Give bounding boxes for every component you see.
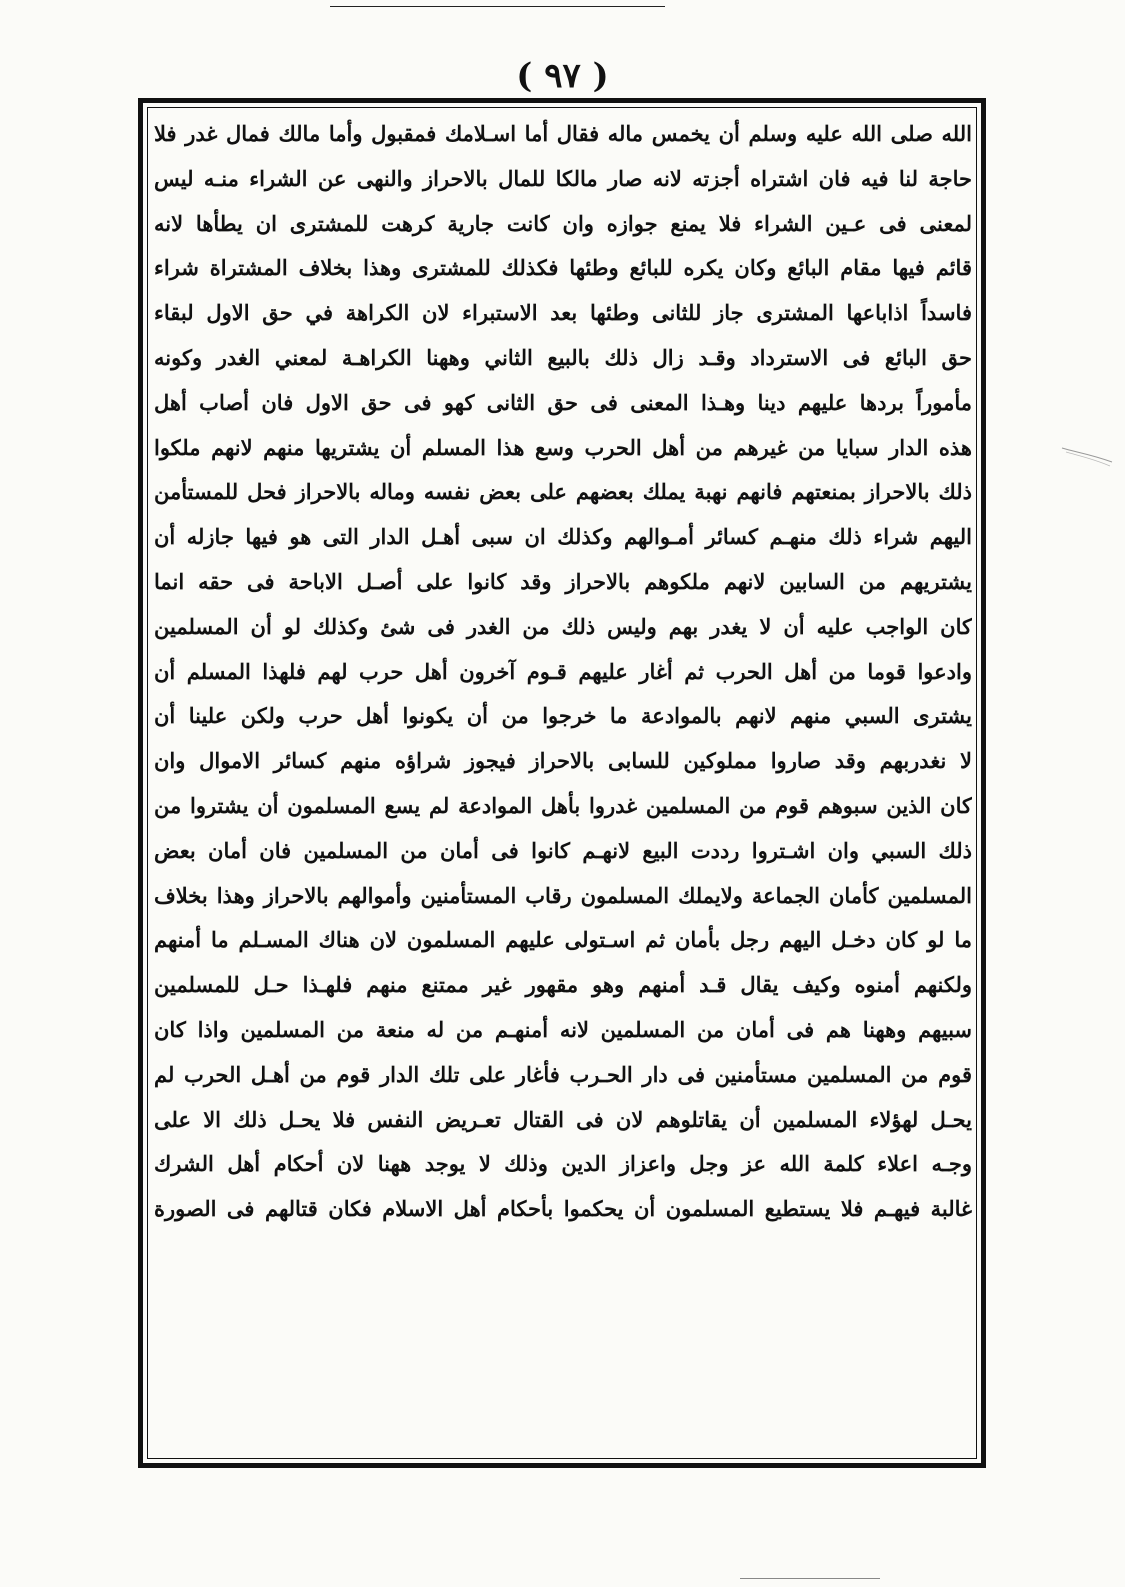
text-line: يشتريهم من السابين لانهم ملكوهم بالاحراز وقد كانوا على أصـل الاباحة فى حقه انما bbox=[154, 568, 972, 594]
text-line: مأموراً بردها عليهم دينا وهـذا المعنى فى حق الثانى كهو فى حق الاول فان أصاب أهل bbox=[154, 389, 972, 415]
text-line: سبيهم وههنا هم فى أمان من المسلمين لانه أمنهـم من له منعة من المسلمين واذا كان bbox=[154, 1016, 972, 1042]
text-line: يحـل لهؤلاء المسلمين أن يقاتلوهم لان فى القتال تعـريض النفس فلا يحـل ذلك الا على bbox=[154, 1106, 972, 1132]
text-line: قوم من المسلمين مستأمنين فى دار الحـرب فأغار على تلك الدار قوم من أهـل الحرب لم bbox=[154, 1061, 972, 1087]
text-line: فاسداً اذاباعها المشترى جاز للثانى وطئها بعد الاستبراء لان الكراهة في حق الاول لبقاء bbox=[154, 300, 972, 326]
text-line: غالبة فيهـم فلا يستطيع المسلمون أن يحكموا بأحكام أهل الاسلام فكان قتالهم فى الصورة bbox=[154, 1196, 972, 1222]
text-line: ذلك السبي وان اشـتروا رددت البيع لانهـم كانوا فى أمان من المسلمين فان أمان بعض bbox=[154, 837, 972, 863]
bottom-rule bbox=[740, 1578, 880, 1579]
text-line: لا نغدربهم وقد صاروا مملوكين للسابى بالاحراز فيجوز شراؤه منهم كسائر الاموال وان bbox=[154, 748, 972, 774]
text-body bbox=[154, 112, 972, 1232]
text-line: يشترى السبي منهم لانهم بالموادعة ما خرجوا من أن يكونوا أهل حرب ولكن علينا أن bbox=[154, 703, 972, 729]
text-line: المسلمين كأمان الجماعة ولايملك المسلمون رقاب المستأمنين وأموالهم بالاحراز وهذا بخلاف bbox=[154, 882, 972, 908]
text-line: حاجة لنا فيه فان اشتراه أجزته لانه صار مالكا للمال بالاحراز والنهى عن الشراء منـه ليس bbox=[154, 165, 972, 191]
text-line: هذه الدار سبايا من غيرهم من أهل الحرب وسع هذا المسلم أن يشتريها منهم لانهم ملكوا bbox=[154, 434, 972, 460]
text-line: كان الذين سبوهم قوم من المسلمين غدروا بأهل الموادعة لم يسع المسلمون أن يشتروا من bbox=[154, 792, 972, 818]
text-line: ذلك بالاحراز بمنعتهم فانهم نهبة يملك بعضهم على بعض نفسه وماله بالاحراز فحل للمستأمن bbox=[154, 479, 972, 505]
text-line: لمعنى فى عـين الشراء فلا يمنع جوازه وان كانت جارية كرهت للمشترى ان يطأها لانه bbox=[154, 210, 972, 236]
margin-scratch-mark bbox=[1060, 440, 1115, 470]
text-line: اليهم شراء ذلك منهـم كسائر أمـوالهم وكذلك ان سبى أهـل الدار التى هو فيها جازله أن bbox=[154, 524, 972, 550]
top-rule bbox=[330, 6, 665, 7]
text-line: قائم فيها مقام البائع وكان يكره للبائع وطئها فكذلك للمشترى وهذا بخلاف المشتراة شراء bbox=[154, 255, 972, 281]
text-line: حق البائع فى الاسترداد وقـد زال ذلك بالبيع الثاني وههنا الكراهـة لمعني الغدر وكونه bbox=[154, 344, 972, 370]
text-line: ولكنهم أمنوه وكيف يقال قـد أمنهم وهو مقهور غير ممتنع منهم فلهـذا حـل للمسلمين bbox=[154, 972, 972, 998]
text-line: وادعوا قوما من أهل الحرب ثم أغار عليهم قـوم آخرون أهل حرب لهم فلهذا المسلم أن bbox=[154, 658, 972, 684]
page-number: ( ٩٧ ) bbox=[516, 56, 609, 96]
text-line: وجـه اعلاء كلمة الله عز وجل واعزاز الدين وذلك لا يوجد ههنا لان أحكام أهل الشرك bbox=[154, 1151, 972, 1177]
text-line: كان الواجب عليه أن لا يغدر بهم وليس ذلك من الغدر فى شئ وكذلك لو أن المسلمين bbox=[154, 613, 972, 639]
text-line: الله صلى الله عليه وسلم أن يخمس ماله فقال أما اسـلامك فمقبول وأما مالك فمال غدر فلا bbox=[154, 121, 972, 146]
text-line: ما لو كان دخـل اليهم رجل بأمان ثم اسـتولى عليهم المسلمون لان هناك المسـلم ما أمنهم bbox=[154, 927, 972, 953]
